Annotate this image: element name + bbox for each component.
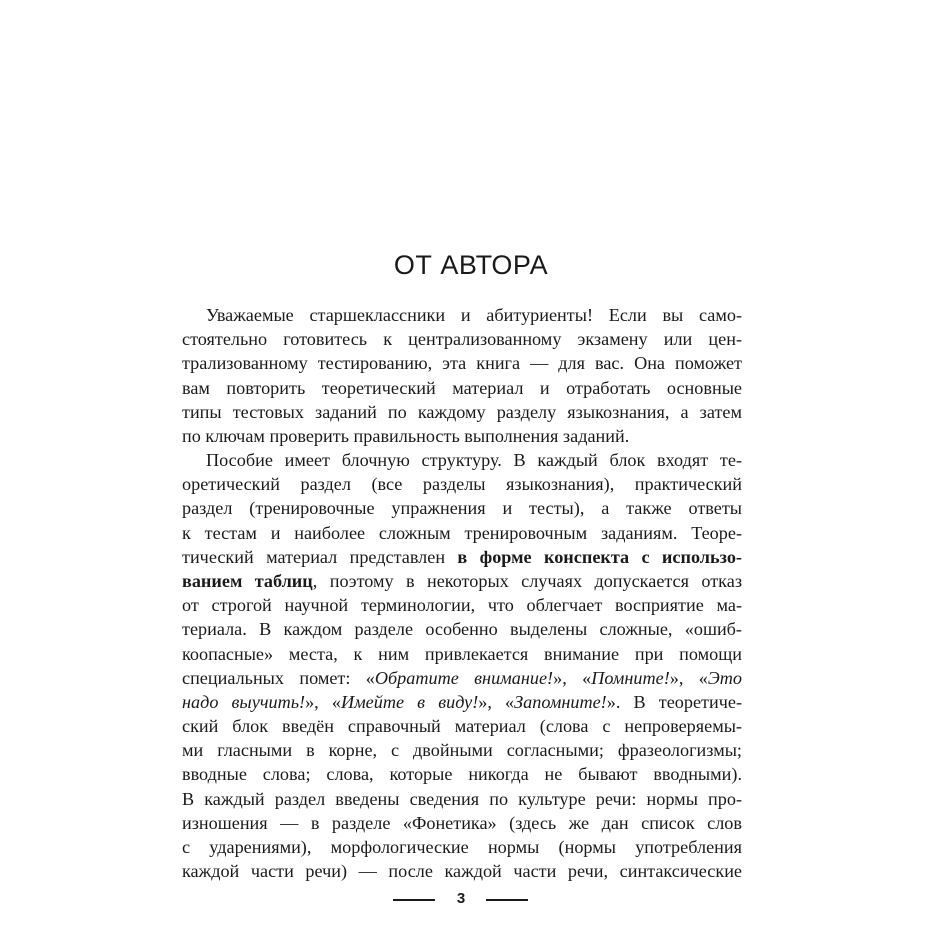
- text-line: трализованному тестированию, эта книга — для вас. Она поможет: [182, 353, 742, 374]
- italic-emphasis: надо выучить!: [182, 691, 306, 712]
- bold-emphasis: в форме конспекта с использо-: [457, 546, 742, 567]
- italic-emphasis: Обратите внимание!: [374, 667, 554, 688]
- text-line: от строгой научной терминологии, что облегчает восприятие ма-: [182, 595, 742, 616]
- page-footer: [0, 888, 942, 910]
- text-line: типы тестовых заданий по каждому разделу языкознания, а затем: [182, 401, 742, 422]
- italic-emphasis: Имейте в виду!: [340, 691, 479, 712]
- text-line: [182, 690, 742, 714]
- italic-emphasis: Запомните!: [514, 691, 607, 712]
- text-line: стоятельно готовитесь к централизованному экзамену или цен-: [182, 329, 742, 350]
- text-line: к тестам и наиболее сложным тренировочным заданиям. Теоре-: [182, 522, 742, 543]
- text-line: [182, 569, 742, 593]
- text-line: Уважаемые старшеклассники и абитуриенты! Если вы само-: [206, 305, 742, 325]
- text-line: В каждый раздел введены сведения по культуре речи: нормы про-: [182, 788, 742, 809]
- text-line: с ударениями), морфологические нормы (нормы употребления: [182, 837, 742, 857]
- text-line: ми гласными в корне, с двойными согласными; фразеологизмы;: [182, 740, 742, 761]
- italic-emphasis: Это: [707, 667, 743, 688]
- text-run: », «: [669, 667, 708, 688]
- text-line: каждой части речи) — после каждой части речи, синтаксические: [182, 861, 742, 882]
- text-run: тический материал представлен: [182, 546, 458, 567]
- text-line: [182, 545, 742, 569]
- text-line: раздел (тренировочные упражнения и тесты), а также ответы: [182, 498, 742, 519]
- text-run: », «: [478, 691, 515, 712]
- text-line: [182, 666, 742, 690]
- text-run: », «: [305, 691, 341, 712]
- italic-emphasis: Помните!: [591, 667, 670, 688]
- page-title: ОТ АВТОРА: [393, 250, 549, 280]
- bold-emphasis: ванием таблиц: [182, 570, 313, 591]
- text-run: ». В теоретиче-: [606, 691, 743, 712]
- text-line: териала. В каждом разделе особенно выделены сложные, «ошиб-: [182, 619, 742, 640]
- paragraph-intro: [182, 303, 742, 448]
- text-line: ский блок введён справочный материал (слова с непроверяемы-: [182, 716, 742, 737]
- text-line: оретический раздел (все разделы языкознания), практический: [182, 474, 742, 495]
- text-line: Пособие имеет блочную структуру. В каждый блок входят те-: [206, 450, 742, 470]
- text-line: по ключам проверить правильность выполнения заданий.: [182, 425, 630, 446]
- text-line: вводные слова; слова, которые никогда не бывают вводными).: [182, 764, 742, 785]
- text-line: вам повторить теоретический материал и отработать основные: [182, 377, 742, 398]
- footer-rule-right: [486, 899, 528, 901]
- text-line: коопасные» места, к ним привлекается внимание при помощи: [182, 643, 742, 664]
- paragraph-structure: [182, 448, 742, 883]
- text-line: изношения — в разделе «Фонетика» (здесь же дан список слов: [182, 812, 742, 833]
- page-number: 3: [456, 890, 466, 907]
- text-run: специальных помет: «: [182, 667, 375, 688]
- text-run: , поэтому в некоторых случаях допускается отказ: [312, 570, 743, 591]
- text-run: », «: [553, 667, 592, 688]
- footer-rule-left: [393, 899, 435, 901]
